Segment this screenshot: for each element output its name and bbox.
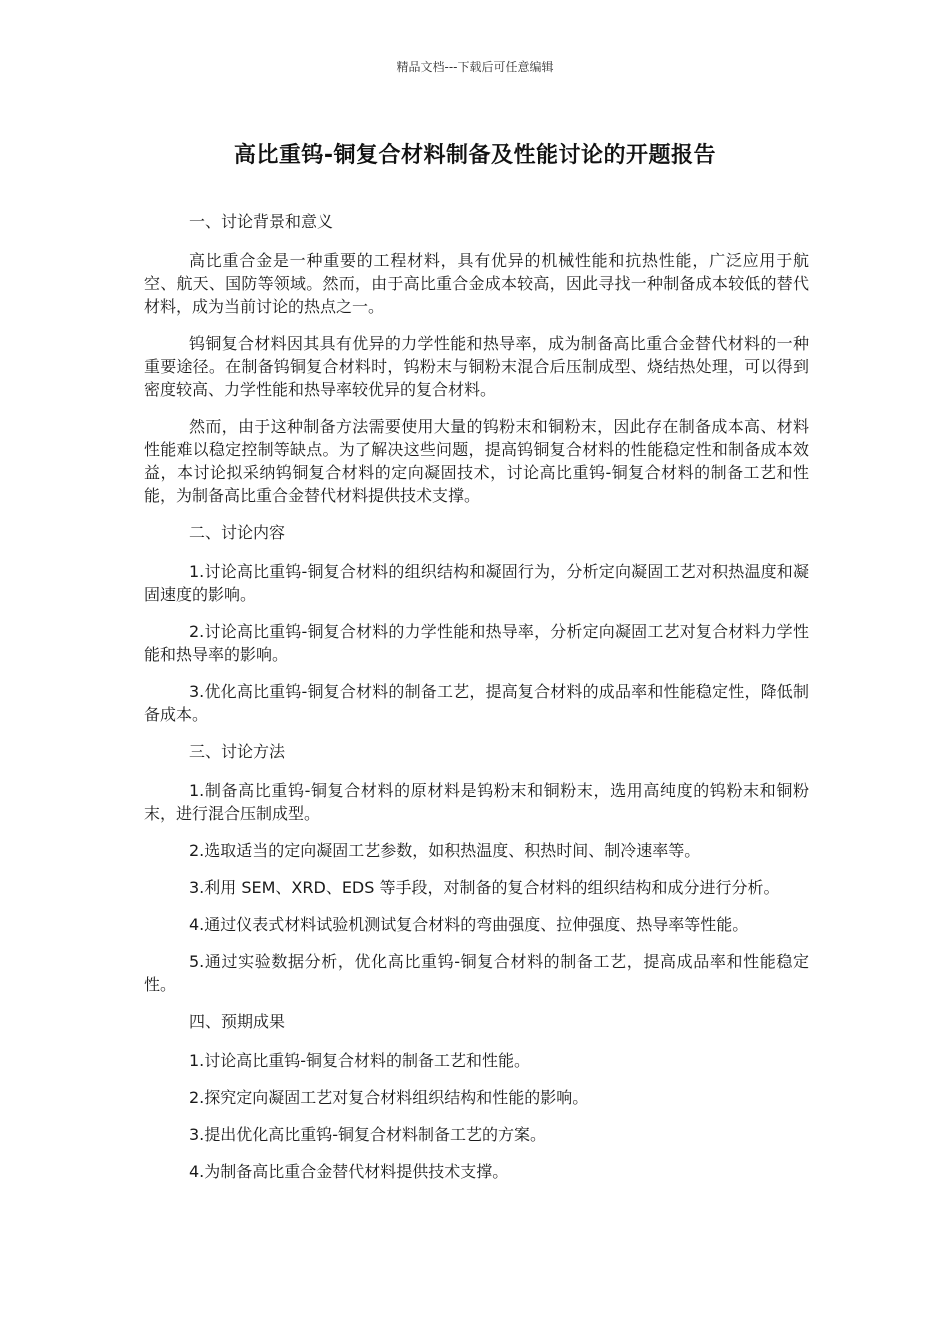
section-heading-results: 四、预期成果 bbox=[189, 1012, 286, 1031]
list-item: 2.选取适当的定向凝固工艺参数，如积热温度、积热时间、制冷速率等。 bbox=[189, 841, 701, 860]
list-item: 3.提出优化高比重钨-铜复合材料制备工艺的方案。 bbox=[189, 1125, 547, 1144]
paragraph: 高比重合金是一种重要的工程材料，具有优异的机械性能和抗热性能，广泛应用于航空、航天、国防等领域。然而，由于高比重合金成本较高，因此寻找一种制备成本较低的替代材料，成为当前讨论的热点之一。 bbox=[144, 251, 809, 316]
document-title: 高比重钨-铜复合材料制备及性能讨论的开题报告 bbox=[233, 143, 717, 168]
list-item: 1.讨论高比重钨-铜复合材料的制备工艺和性能。 bbox=[189, 1051, 531, 1070]
section-heading-content: 二、讨论内容 bbox=[189, 523, 286, 542]
list-item: 2.探究定向凝固工艺对复合材料组织结构和性能的影响。 bbox=[189, 1088, 589, 1107]
list-item: 2.讨论高比重钨-铜复合材料的力学性能和热导率，分析定向凝固工艺对复合材料力学性能和热导率的影响。 bbox=[144, 622, 809, 664]
header-note: 精品文档---下载后可任意编辑 bbox=[396, 60, 554, 74]
list-item: 4.通过仪表式材料试验机测试复合材料的弯曲强度、拉伸强度、热导率等性能。 bbox=[189, 915, 749, 934]
list-item: 5.通过实验数据分析，优化高比重钨-铜复合材料的制备工艺，提高成品率和性能稳定性。 bbox=[144, 952, 809, 994]
paragraph: 钨铜复合材料因其具有优异的力学性能和热导率，成为制备高比重合金替代材料的一种重要途径。在制备钨铜复合材料时，钨粉末与铜粉末混合后压制成型、烧结热处理，可以得到密度较高、力学性能和热导率较优异的复合材料。 bbox=[144, 334, 809, 399]
list-item: 1.制备高比重钨-铜复合材料的原材料是钨粉末和铜粉末，选用高纯度的钨粉末和铜粉末，进行混合压制成型。 bbox=[144, 781, 809, 823]
section-heading-method: 三、讨论方法 bbox=[189, 742, 286, 761]
list-item: 3.优化高比重钨-铜复合材料的制备工艺，提高复合材料的成品率和性能稳定性，降低制备成本。 bbox=[144, 682, 809, 724]
list-item: 1.讨论高比重钨-铜复合材料的组织结构和凝固行为，分析定向凝固工艺对积热温度和凝固速度的影响。 bbox=[144, 562, 809, 604]
paragraph: 然而，由于这种制备方法需要使用大量的钨粉末和铜粉末，因此存在制备成本高、材料性能难以稳定控制等缺点。为了解决这些问题，提高钨铜复合材料的性能稳定性和制备成本效益，本讨论拟采纳钨铜复合材料的定向凝固技术，讨论高比重钨-铜复合材料的制备工艺和性能，为制备高比重合金替代材料提供技术支撑。 bbox=[144, 417, 809, 505]
section-heading-background: 一、讨论背景和意义 bbox=[189, 212, 334, 231]
document-body bbox=[144, 210, 809, 1197]
list-item: 4.为制备高比重合金替代材料提供技术支撑。 bbox=[189, 1162, 509, 1181]
list-item: 3.利用 SEM、XRD、EDS 等手段，对制备的复合材料的组织结构和成分进行分析。 bbox=[189, 878, 780, 897]
